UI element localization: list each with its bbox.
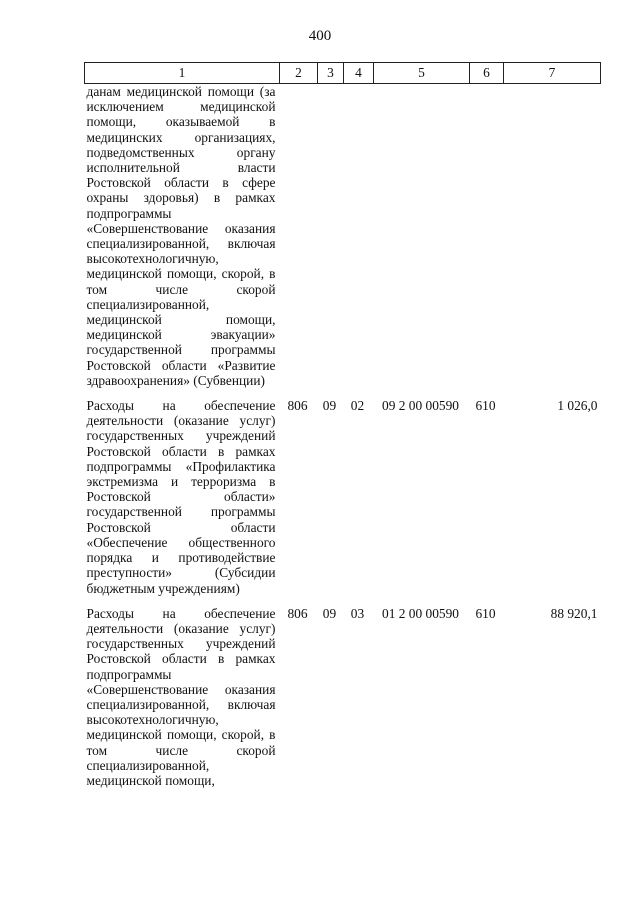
header-col-6: 6 — [470, 63, 504, 84]
header-col-1: 1 — [85, 63, 280, 84]
table-row — [85, 398, 601, 596]
row-section-code: 09 — [322, 605, 337, 621]
row-description: данам медицинской помощи (за исключением медицинской помощи, оказываемой в медицинских организациях, подведомственных органу исполнительной власти Ростовской области в сфере охраны здоровья) в рамках подпрограммы «Совершенствование оказания специализированной, включая высокотехнологичную, медицинской помощи, скорой, в том числе скорой специализированной, медицинской помощи, медицинской эвакуации» государственной программы Ростовской области «Развитие здравоохранения» (Субвенции) — [86, 84, 276, 388]
header-row — [85, 63, 601, 84]
row-section-code: 09 — [322, 398, 337, 414]
row-target-article: 01 2 00 00590 — [382, 605, 459, 621]
row-ministry-code — [280, 84, 318, 389]
row-ministry-code: 806 — [287, 398, 308, 414]
row-subsection-code: 03 — [350, 605, 365, 621]
header-col-3: 3 — [318, 63, 344, 84]
row-expense-type: 610 — [475, 605, 496, 621]
table-row — [85, 84, 601, 389]
row-section-code — [318, 84, 344, 389]
row-amount — [504, 84, 601, 389]
row-amount: 88 920,1 — [550, 605, 598, 621]
row-expense-type — [470, 84, 504, 389]
table-row — [85, 606, 601, 788]
row-expense-type: 610 — [475, 398, 496, 414]
row-ministry-code: 806 — [287, 605, 308, 621]
row-amount: 1 026,0 — [557, 398, 598, 414]
row-target-article: 09 2 00 00590 — [382, 398, 459, 414]
header-col-5: 5 — [374, 63, 470, 84]
budget-table — [84, 62, 601, 788]
header-col-2: 2 — [280, 63, 318, 84]
row-subsection-code — [344, 84, 374, 389]
row-description: Расходы на обеспечение деятельности (оказание услуг) государственных учреждений Ростовской области в рамках подпрограммы «Профилактика экстремизма и терроризма в Ростовской области» государственной программы Ростовской области «Обеспечение общественного порядка и противодействие преступности» (Субсидии бюджетным учреждениям) — [86, 398, 276, 596]
page-number: 400 — [308, 28, 332, 44]
header-col-4: 4 — [344, 63, 374, 84]
row-target-article — [374, 84, 470, 389]
row-subsection-code: 02 — [350, 398, 365, 414]
header-col-7: 7 — [504, 63, 601, 84]
row-description: Расходы на обеспечение деятельности (оказание услуг) государственных учреждений Ростовской области в рамках подпрограммы «Совершенствование оказания специализированной, включая высокотехнологичную, медицинской помощи, скорой, в том числе скорой специализированной, медицинской помощи, — [86, 605, 276, 788]
